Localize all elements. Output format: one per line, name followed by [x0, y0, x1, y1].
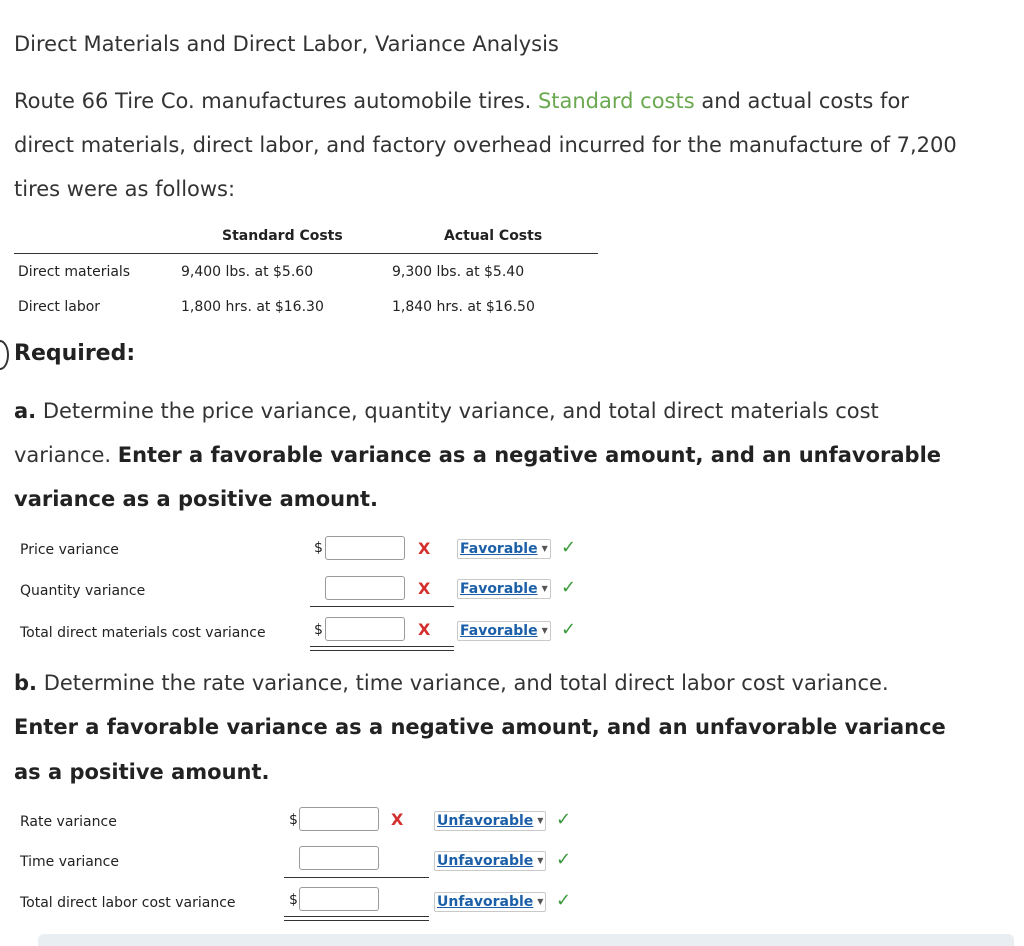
- chevron-down-icon: ▼: [537, 897, 544, 906]
- chevron-down-icon: ▼: [537, 856, 544, 865]
- time-variance-label: Time variance: [20, 854, 119, 870]
- time-variance-select[interactable]: [434, 851, 546, 871]
- total-materials-variance-correct-icon: ✓: [561, 619, 577, 640]
- intro-line-2: direct materials, direct labor, and factory overhead incurred for the manufacture of 7,200: [14, 133, 957, 157]
- intro-text-a: Route 66 Tire Co. manufactures automobile tires.: [14, 89, 538, 113]
- part-b-line-1: [14, 671, 889, 695]
- price-variance-dollar: $: [314, 540, 323, 556]
- actual-direct-materials: 9,300 lbs. at $5.40: [392, 264, 525, 280]
- quantity-variance-label: Quantity variance: [20, 583, 146, 599]
- standard-direct-materials: 9,400 lbs. at $5.60: [181, 264, 314, 280]
- total-double-rule-bottom: [310, 650, 454, 651]
- part-b-line-3: [14, 760, 270, 784]
- bottom-panel: [38, 934, 1014, 946]
- subtotal-rule: [310, 606, 454, 607]
- total-labor-variance-input[interactable]: [299, 887, 379, 911]
- subtotal-rule-b: [284, 877, 429, 878]
- total-materials-variance-select[interactable]: [457, 621, 551, 641]
- chevron-down-icon: ▼: [541, 584, 548, 593]
- page-title: Direct Materials and Direct Labor, Variance Analysis: [14, 32, 559, 56]
- total-labor-variance-dollar: $: [289, 892, 298, 908]
- price-variance-incorrect-icon: X: [418, 539, 431, 558]
- rate-variance-label: Rate variance: [20, 814, 117, 830]
- intro-line-3: tires were as follows:: [14, 177, 236, 201]
- total-materials-variance-dollar: $: [314, 622, 323, 638]
- time-variance-select-value: Unfavorable: [437, 853, 534, 869]
- total-materials-variance-select-value: Favorable: [460, 623, 538, 639]
- standard-direct-labor: 1,800 hrs. at $16.30: [181, 299, 324, 315]
- price-variance-select-value: Favorable: [460, 541, 538, 557]
- rate-variance-input[interactable]: [299, 807, 379, 831]
- part-b-instruction-bold-1: Enter a favorable variance as a negative amount, and an unfavorable variance: [14, 715, 946, 739]
- rate-variance-incorrect-icon: X: [391, 810, 404, 829]
- part-a-line-3: [14, 487, 378, 511]
- total-materials-variance-label: Total direct materials cost variance: [20, 625, 266, 641]
- part-a-letter: a.: [14, 399, 37, 423]
- part-a-text-2: variance.: [14, 443, 118, 467]
- total-double-rule-top: [310, 646, 454, 647]
- total-double-rule-top-b: [284, 916, 429, 917]
- total-labor-variance-correct-icon: ✓: [556, 890, 572, 911]
- total-materials-variance-input[interactable]: [325, 617, 405, 641]
- price-variance-select[interactable]: [457, 539, 551, 559]
- part-a-instruction-bold-2: variance as a positive amount.: [14, 487, 379, 511]
- chevron-down-icon: ▼: [541, 544, 548, 553]
- chevron-down-icon: ▼: [537, 816, 544, 825]
- chevron-down-icon: ▼: [541, 626, 548, 635]
- standard-costs-link[interactable]: Standard costs: [537, 89, 695, 113]
- time-variance-correct-icon: ✓: [556, 849, 572, 870]
- rate-variance-select[interactable]: [434, 811, 546, 831]
- quantity-variance-input[interactable]: [325, 576, 405, 600]
- part-b-letter: b.: [14, 671, 38, 695]
- actual-direct-labor: 1,840 hrs. at $16.50: [392, 299, 535, 315]
- rate-variance-correct-icon: ✓: [556, 809, 572, 830]
- price-variance-correct-icon: ✓: [561, 537, 577, 558]
- part-a-line-1: [14, 399, 879, 423]
- quantity-variance-select-value: Favorable: [460, 581, 538, 597]
- intro-line-1: [14, 89, 909, 113]
- quantity-variance-correct-icon: ✓: [561, 577, 577, 598]
- part-b-text-1: Determine the rate variance, time variance, and total direct labor cost variance.: [37, 671, 889, 695]
- row-label-direct-materials: Direct materials: [18, 264, 131, 280]
- quantity-variance-select[interactable]: [457, 579, 551, 599]
- price-variance-label: Price variance: [20, 542, 119, 558]
- header-actual-costs: Actual Costs: [444, 228, 543, 244]
- intro-text-b: and actual costs for: [694, 89, 909, 113]
- price-variance-input[interactable]: [325, 536, 405, 560]
- total-labor-variance-select-value: Unfavorable: [437, 894, 534, 910]
- header-standard-costs: Standard Costs: [222, 228, 343, 244]
- required-heading: Required:: [14, 341, 136, 366]
- part-a-line-2: [14, 443, 941, 467]
- total-labor-variance-select[interactable]: [434, 892, 546, 912]
- part-a-text-1: Determine the price variance, quantity variance, and total direct materials cost: [36, 399, 879, 423]
- rate-variance-dollar: $: [289, 812, 298, 828]
- part-b-instruction-bold-2: as a positive amount.: [14, 760, 270, 784]
- part-b-line-2: [14, 715, 946, 739]
- time-variance-input[interactable]: [299, 846, 379, 870]
- total-double-rule-bottom-b: [284, 920, 429, 921]
- quantity-variance-incorrect-icon: X: [418, 579, 431, 598]
- collapse-indicator-icon: [0, 340, 9, 370]
- total-labor-variance-label: Total direct labor cost variance: [20, 895, 236, 911]
- row-label-direct-labor: Direct labor: [18, 299, 101, 315]
- total-materials-variance-incorrect-icon: X: [418, 620, 431, 639]
- part-a-instruction-bold-1: Enter a favorable variance as a negative amount, and an unfavorable: [117, 443, 942, 467]
- table-header-rule: [14, 253, 598, 254]
- rate-variance-select-value: Unfavorable: [437, 813, 534, 829]
